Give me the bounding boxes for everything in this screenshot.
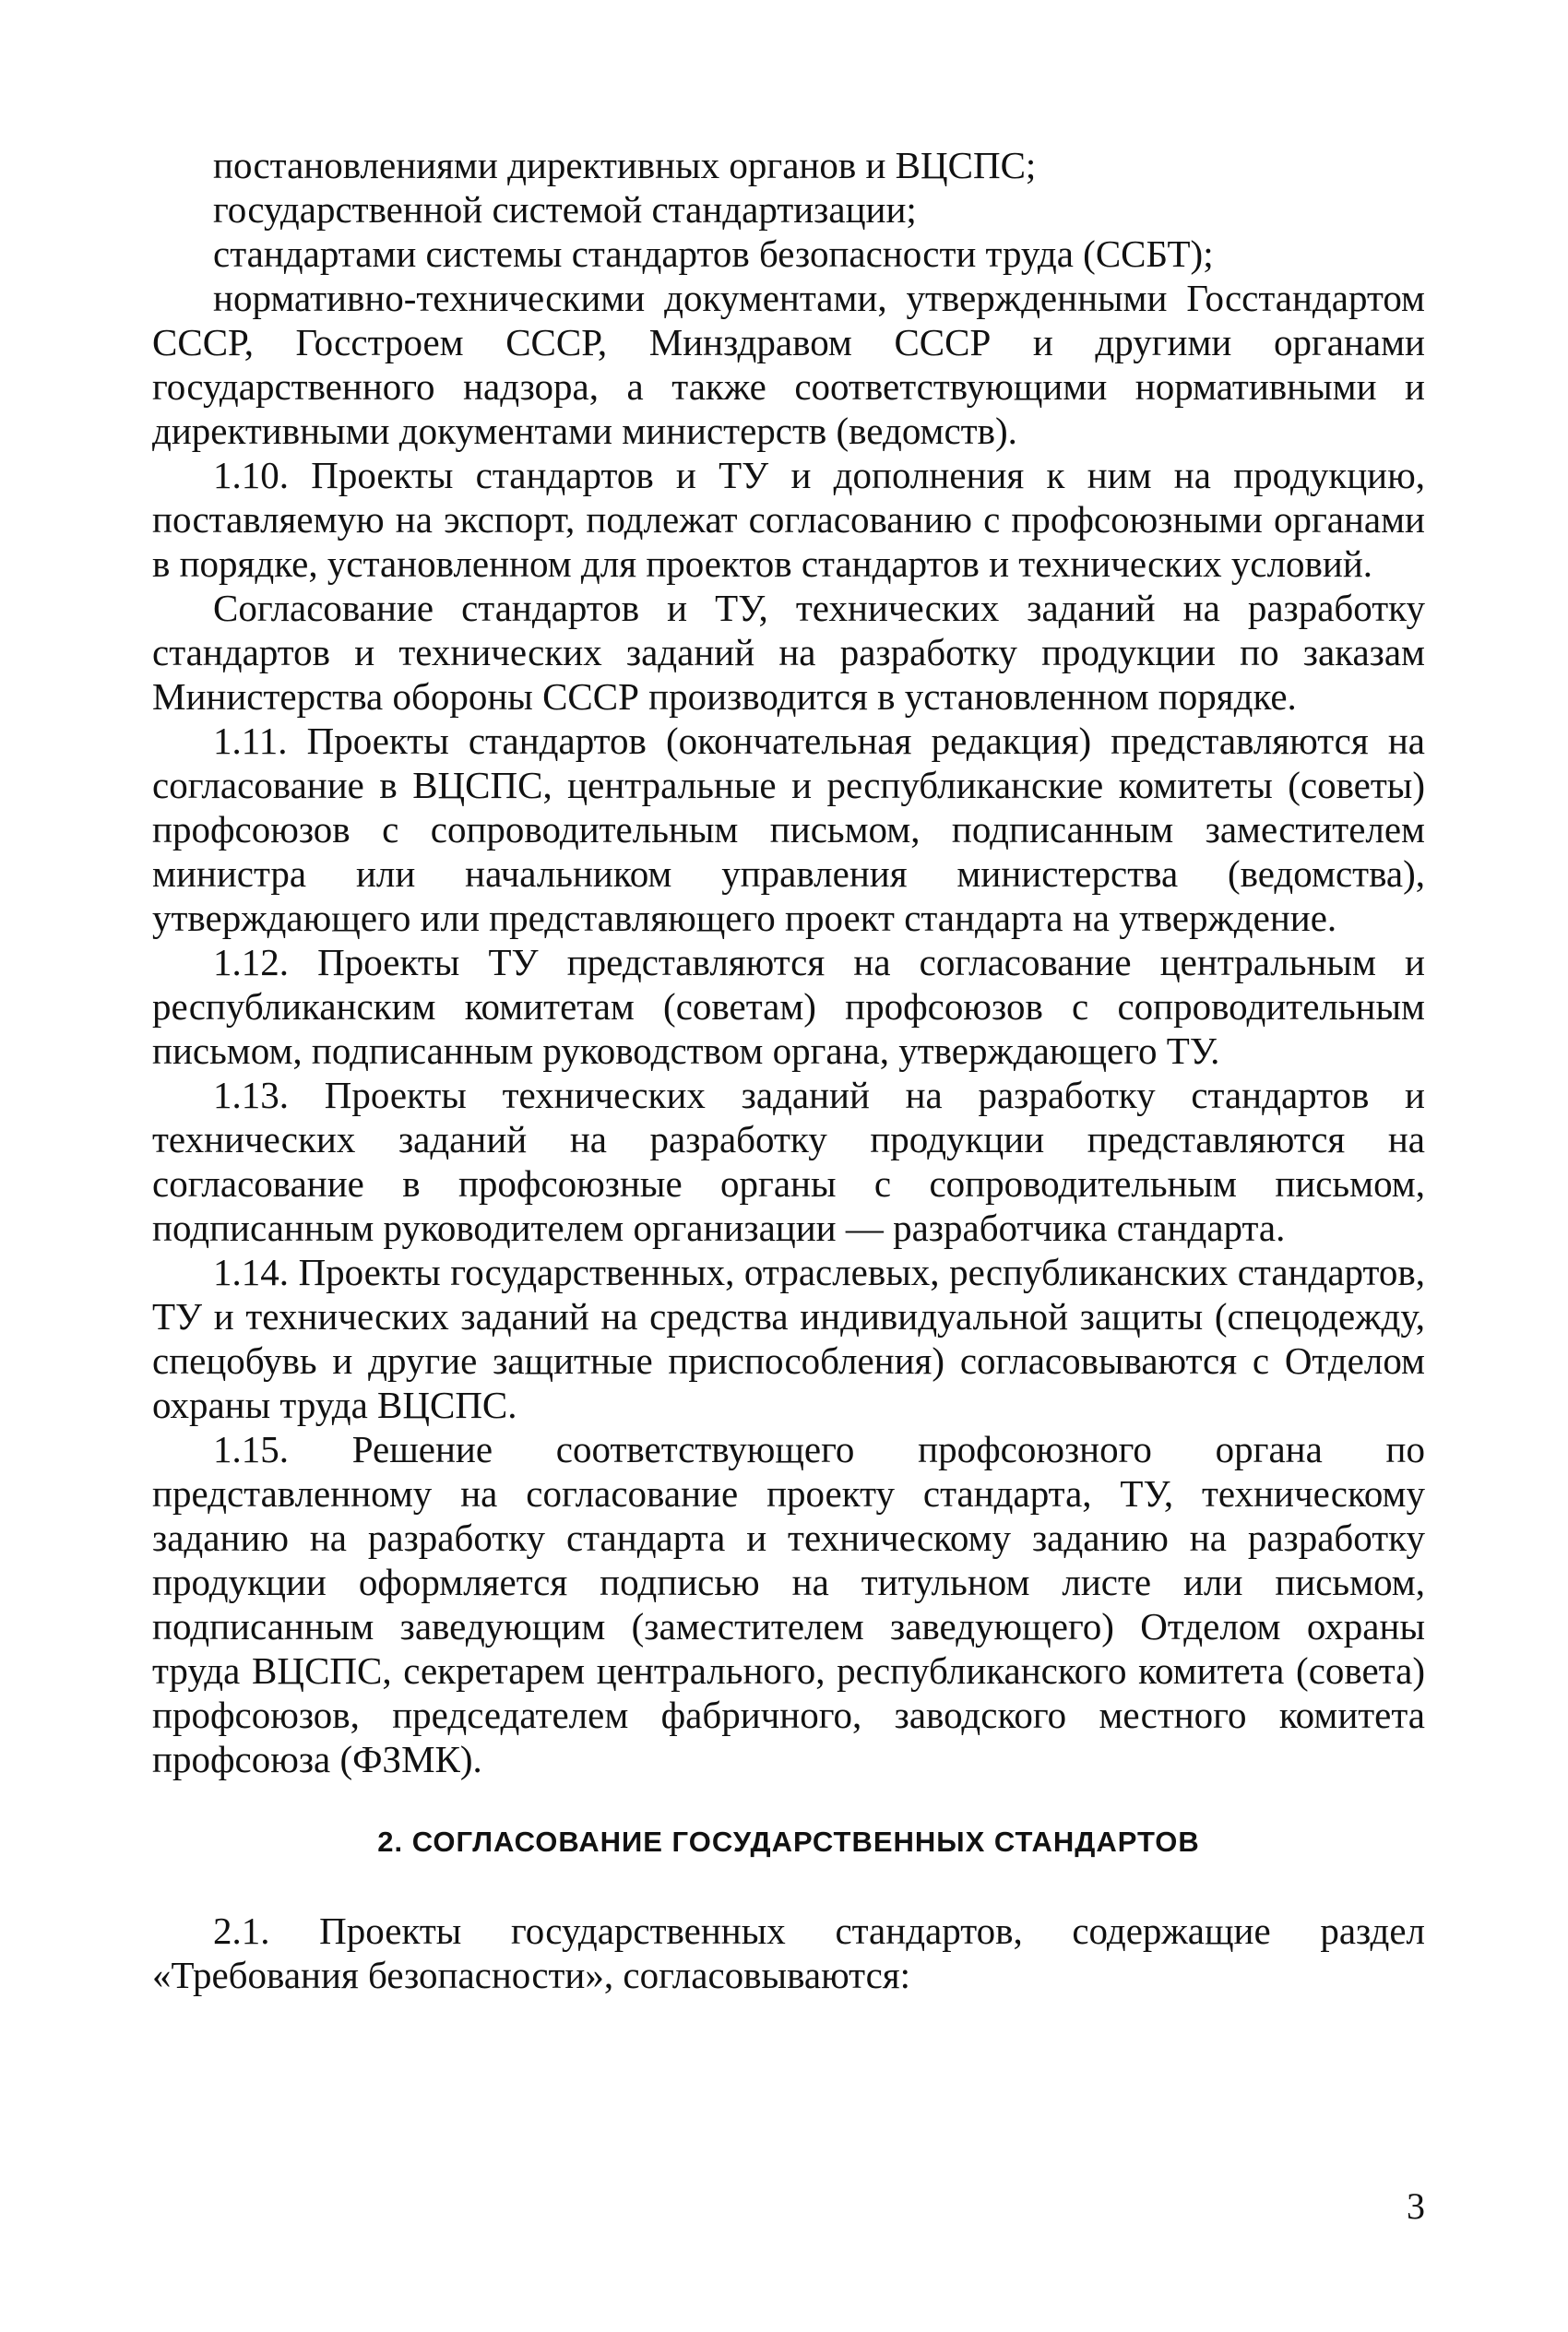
paragraph-2-1: 2.1. Проекты государственных стандартов, содержащие раздел «Требования безопасности», согласовываются: — [152, 1910, 1425, 1996]
paragraph-ssbt: стандартами системы стандартов безопасности труда (ССБТ); — [213, 232, 1214, 275]
paragraph-defense-ministry: Согласование стандартов и ТУ, технических заданий на разработку стандартов и технических заданий на разработку продукции по заказам Министерства обороны СССР производится в установленном порядке. — [152, 587, 1425, 718]
paragraph-1-10: 1.10. Проекты стандартов и ТУ и дополнения к ним на продукцию, поставляемую на экспорт, подлежат согласованию с профсоюзными органами в порядке, установленном для проектов стандартов и технических условий. — [152, 454, 1425, 585]
paragraph-1-13: 1.13. Проекты технических заданий на разработку стандартов и технических заданий на разработку продукции представляются на согласование в профсоюзные органы с сопроводительным письмом, подписанным руководителем организации — разработчика стандарта. — [152, 1074, 1425, 1249]
paragraph-directives: постановлениями директивных органов и ВЦСПС; — [213, 144, 1037, 186]
paragraph-1-14: 1.14. Проекты государственных, отраслевых, республиканских стандартов, ТУ и технических заданий на средства индивидуальной защиты (спецодежду, спецобувь и другие защитные приспособления) согласовываются с Отделом охраны труда ВЦСПС. — [152, 1251, 1425, 1426]
paragraph-1-12: 1.12. Проекты ТУ представляются на согласование центральным и республиканским комитетам (советам) профсоюзов с сопроводительным письмом, подписанным руководством органа, утверждающего ТУ. — [152, 941, 1425, 1072]
paragraph-1-11: 1.11. Проекты стандартов (окончательная редакция) представляются на согласование в ВЦСПС, центральные и республиканские комитеты (советы) профсоюзов с сопроводительным письмом, подписанным заместителем министра или начальником управления министерства (ведомства), утверждающего или представляющего проект стандарта на утверждение. — [152, 720, 1425, 939]
document-page — [152, 143, 1425, 1997]
page-number: 3 — [1407, 2185, 1425, 2227]
paragraph-normative-docs: нормативно-техническими документами, утвержденными Госстандартом СССР, Госстроем СССР, Минздравом СССР и другими органами государственного надзора, а также соответствующими нормативными и директивными документами министерств (ведомств). — [152, 277, 1425, 452]
paragraph-1-15: 1.15. Решение соответствующего профсоюзного органа по представленному на согласование проекту стандарта, ТУ, техническому заданию на разработку стандарта и техническому заданию на разработку продукции оформляется подписью на титульном листе или письмом, подписанным заведующим (заместителем заведующего) Отделом охраны труда ВЦСПС, секретарем центрального, республиканского комитета (совета) профсоюзов, председателем фабричного, заводского местного комитета профсоюза (ФЗМК). — [152, 1428, 1425, 1780]
section-heading: 2. СОГЛАСОВАНИЕ ГОСУДАРСТВЕННЫХ СТАНДАРТОВ — [377, 1826, 1200, 1858]
paragraph-state-system: государственной системой стандартизации; — [213, 188, 917, 231]
